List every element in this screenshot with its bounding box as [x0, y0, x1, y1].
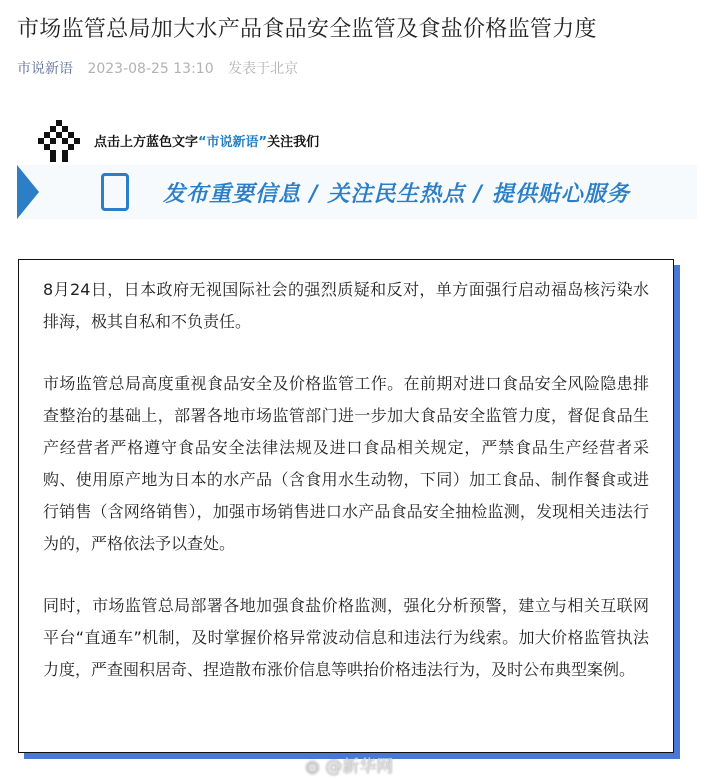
paragraph: 同时，市场监管总局部署各地加强食盐价格监测，强化分析预警，建立与相关互联网平台“直通车”机制，及时掌握价格异常波动信息和违法行为线索。加大价格监管执法力度，严查囤积居奇、捏造散布涨价信息等哄抬价格违法行为，及时公布典型案例。 — [43, 596, 649, 679]
source-link[interactable]: 市说新语 — [17, 61, 73, 77]
follow-prefix: 点击上方蓝色文字 — [94, 134, 199, 150]
paragraph: 市场监管总局高度重视食品安全及价格监管工作。在前期对进口食品安全风险隐患排查整治的基础上，部署各地市场监管部门进一步加大食品安全监管力度，督促食品生产经营者严格遵守食品安全法律法规及进口食品相关规定，严禁食品生产经营者采购、使用原产地为日本的水产品（含食用水生动物，下同）加工食品、制作餐食或进行销售（含网络销售），加强市场销售进口水产品食品安全抽检监测，发现相关违法行为的，严格依法予以查处。 — [43, 374, 649, 553]
publish-time: 2023-08-25 13:10 — [87, 61, 214, 77]
article-meta — [17, 58, 298, 78]
follow-suffix: 关注我们 — [267, 134, 320, 150]
hand-tap-icon — [101, 173, 129, 211]
content-box — [18, 259, 674, 753]
article-title: 市场监管总局加大水产品食品安全监管及食盐价格监管力度 — [17, 17, 597, 42]
publish-location: 发表于北京 — [228, 61, 299, 77]
banner-arrow-icon — [17, 165, 39, 219]
weibo-icon: ◉ — [305, 757, 326, 777]
pixel-arrow-icon — [38, 120, 86, 160]
watermark: ◉ @新华网 — [305, 757, 394, 777]
account-name[interactable]: “市说新语” — [198, 134, 268, 150]
banner-slogan: 发布重要信息 / 关注民生热点 / 提供贴心服务 — [163, 181, 630, 207]
paragraph: 8月24日，日本政府无视国际社会的强烈质疑和反对，单方面强行启动福岛核污染水排海，极其自私和不负责任。 — [43, 280, 649, 331]
banner — [17, 165, 697, 219]
follow-prompt — [38, 120, 319, 160]
